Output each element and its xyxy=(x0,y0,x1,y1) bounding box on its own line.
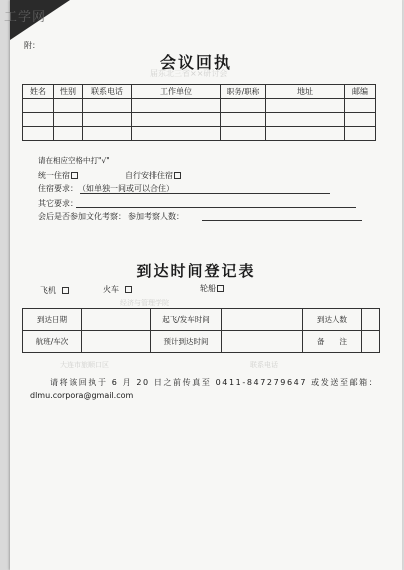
table-row[interactable] xyxy=(23,127,376,141)
remarks-label: 备 注 xyxy=(303,331,362,353)
room-requirement-note: （如单独一间或可以合住） xyxy=(82,184,174,193)
registration-table xyxy=(22,84,376,141)
table-row xyxy=(23,309,380,331)
self-housing-label: 自行安排住宿 xyxy=(125,171,173,180)
table-row[interactable] xyxy=(23,113,376,127)
train-label: 火车 xyxy=(103,285,119,294)
unified-housing-checkbox[interactable] xyxy=(71,172,78,179)
arrival-count-label: 到达人数 xyxy=(303,309,362,331)
instruction-text: 请在相应空格中打"√" xyxy=(38,156,110,165)
expected-arrival-value[interactable] xyxy=(222,331,303,353)
departure-time-label: 起飞/发车时间 xyxy=(151,309,222,331)
plane-label: 飞机 xyxy=(40,286,56,295)
unified-housing-option[interactable] xyxy=(38,170,78,181)
table-row xyxy=(23,331,380,353)
ship-label: 轮船 xyxy=(200,284,216,293)
flight-train-value[interactable] xyxy=(82,331,151,353)
col-postcode: 邮编 xyxy=(345,85,376,99)
arrival-table xyxy=(22,308,380,353)
unified-housing-label: 统一住宿 xyxy=(38,171,70,180)
visit-question: 会后是否参加文化考察： xyxy=(38,212,126,221)
col-address: 地址 xyxy=(266,85,345,99)
fax-notice: 请将该回执于 6 月 20 日之前传真至 0411-847279647 或发送至邮箱： xyxy=(50,378,379,387)
faint-text-2: 大连市旅顺口区 xyxy=(60,361,109,369)
train-checkbox[interactable] xyxy=(125,286,132,293)
plane-checkbox[interactable] xyxy=(62,287,69,294)
col-workplace: 工作单位 xyxy=(132,85,221,99)
ship-checkbox[interactable] xyxy=(217,285,224,292)
visit-row xyxy=(38,211,184,222)
faint-text-3: 联系电话 xyxy=(250,361,278,369)
arrival-date-value[interactable] xyxy=(82,309,151,331)
watermark: 工学网 xyxy=(4,10,47,25)
arrival-date-label: 到达日期 xyxy=(23,309,82,331)
visit-count-line[interactable] xyxy=(202,220,362,221)
self-housing-option[interactable] xyxy=(125,170,181,181)
faint-bleed-line xyxy=(80,420,87,430)
col-name: 姓名 xyxy=(23,85,54,99)
table-row[interactable] xyxy=(23,99,376,113)
departure-time-value[interactable] xyxy=(222,309,303,331)
attachment-label: 附： xyxy=(24,41,40,50)
col-gender: 性别 xyxy=(54,85,83,99)
faint-text-1: 经济与管理学院 xyxy=(120,299,169,307)
train-option[interactable] xyxy=(103,284,132,295)
receipt-title: 会议回执 xyxy=(159,53,232,72)
faint-background-text: 届东北三省××研讨会 xyxy=(150,69,228,78)
col-phone: 联系电话 xyxy=(83,85,132,99)
other-requirements-line[interactable] xyxy=(76,207,356,208)
email-address[interactable]: dlmu.corpora@gmail.com xyxy=(30,391,134,400)
ship-option[interactable] xyxy=(200,283,224,294)
col-title: 职务/职称 xyxy=(221,85,266,99)
arrival-count-value[interactable] xyxy=(362,309,380,331)
plane-option[interactable] xyxy=(40,285,69,296)
arrival-title: 到达时间登记表 xyxy=(136,262,256,280)
remarks-value[interactable] xyxy=(362,331,380,353)
visit-count-label: 参加考察人数： xyxy=(128,212,184,221)
table-header-row xyxy=(23,85,376,99)
self-housing-checkbox[interactable] xyxy=(174,172,181,179)
room-requirement-label: 住宿要求： xyxy=(38,184,78,193)
room-requirement-line[interactable] xyxy=(80,193,330,194)
flight-train-label: 航班/车次 xyxy=(23,331,82,353)
expected-arrival-label: 预计到达时间 xyxy=(151,331,222,353)
other-requirements-label: 其它要求： xyxy=(38,199,78,208)
